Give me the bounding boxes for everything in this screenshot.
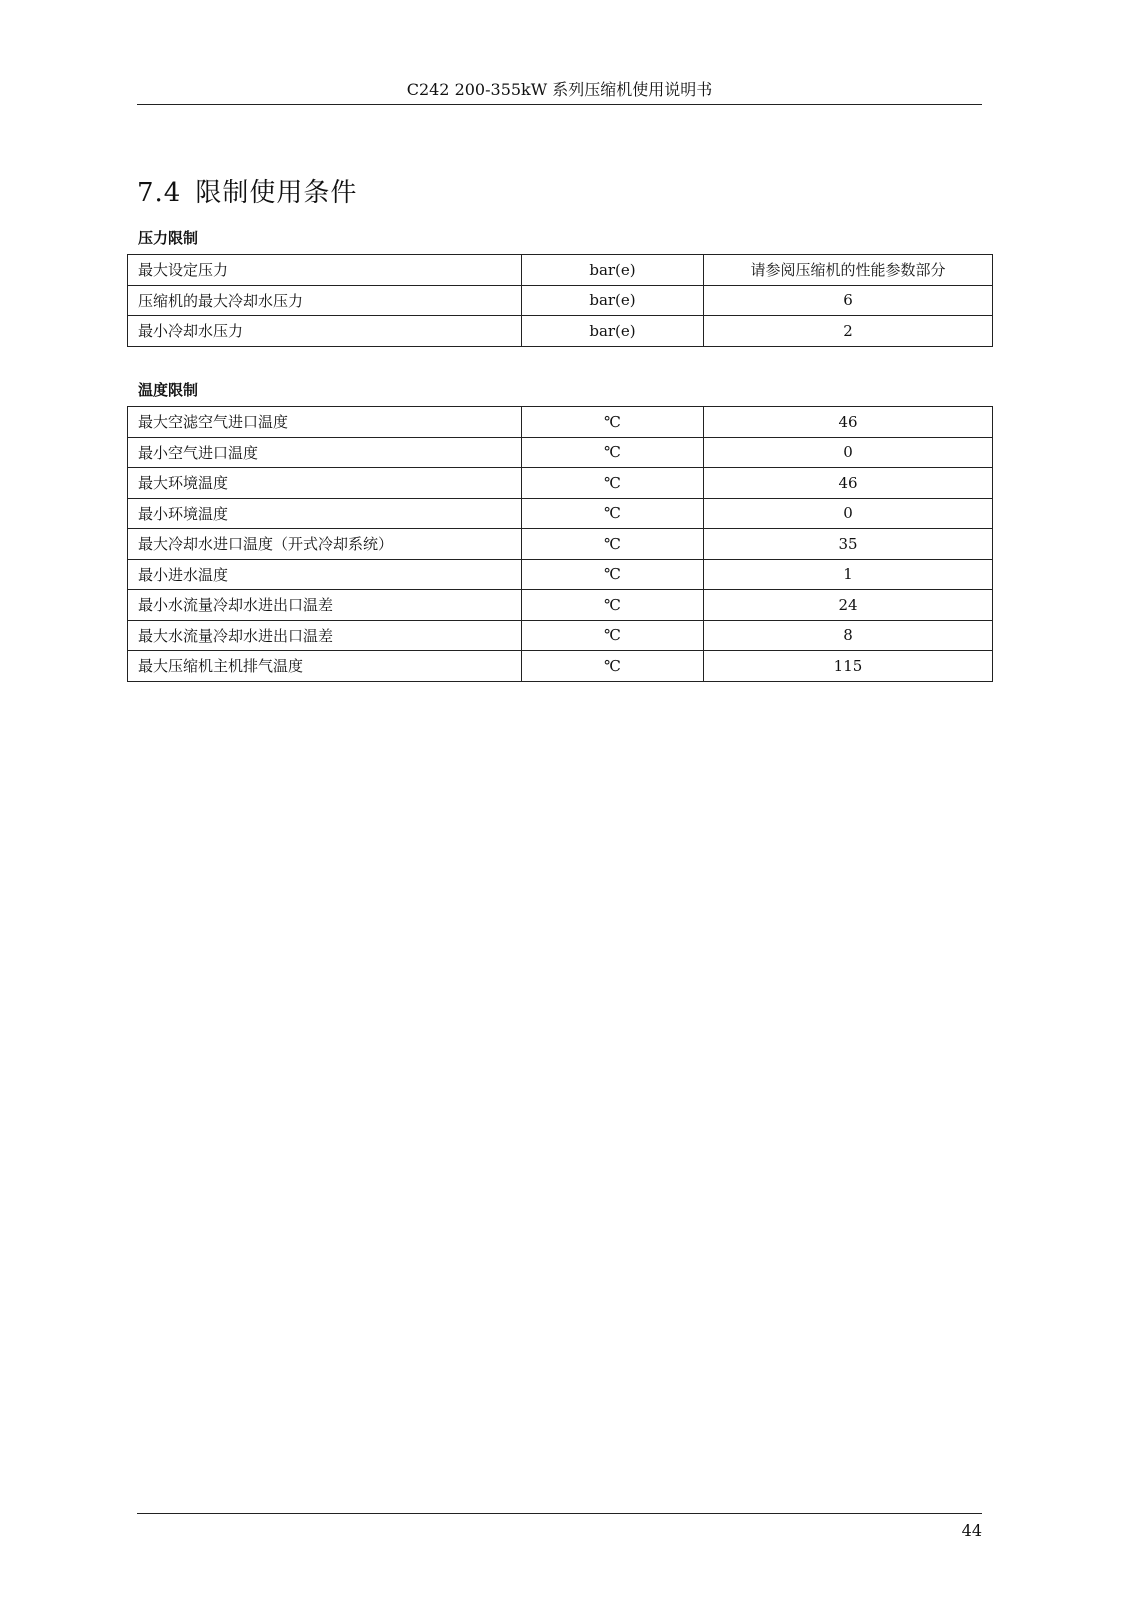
section-heading — [137, 176, 357, 210]
limit-name: 最小环境温度 — [128, 498, 522, 529]
limit-unit: ℃ — [522, 529, 704, 560]
limit-value: 46 — [704, 407, 993, 438]
limit-value: 8 — [704, 620, 993, 651]
temperature-limits-table — [127, 406, 993, 682]
section-number: 7.4 — [137, 178, 182, 208]
footer-divider — [137, 1513, 982, 1514]
table-row — [128, 407, 993, 438]
limit-name: 最大压缩机主机排气温度 — [128, 651, 522, 682]
limit-unit: ℃ — [522, 437, 704, 468]
table-row — [128, 620, 993, 651]
limit-unit: ℃ — [522, 407, 704, 438]
section-title: 限制使用条件 — [195, 178, 358, 208]
page-number: 44 — [961, 1521, 982, 1540]
limit-unit: bar(e) — [522, 316, 704, 347]
limit-value: 35 — [704, 529, 993, 560]
limit-name: 最小水流量冷却水进出口温差 — [128, 590, 522, 621]
limit-value: 0 — [704, 498, 993, 529]
limit-unit: ℃ — [522, 498, 704, 529]
limit-value: 6 — [704, 285, 993, 316]
limit-unit: bar(e) — [522, 285, 704, 316]
limit-unit: ℃ — [522, 590, 704, 621]
limit-value: 46 — [704, 468, 993, 499]
limit-value: 2 — [704, 316, 993, 347]
limit-value: 115 — [704, 651, 993, 682]
limit-name: 最大水流量冷却水进出口温差 — [128, 620, 522, 651]
table-row — [128, 285, 993, 316]
header-divider — [137, 104, 982, 105]
page-header-title: C242 200-355kW 系列压缩机使用说明书 — [406, 80, 713, 99]
limit-unit: ℃ — [522, 559, 704, 590]
table-row — [128, 559, 993, 590]
pressure-limits-label: 压力限制 — [138, 229, 199, 247]
table-row — [128, 437, 993, 468]
limit-name: 最小进水温度 — [128, 559, 522, 590]
table-row — [128, 255, 993, 286]
table-row — [128, 316, 993, 347]
limit-name: 最大空滤空气进口温度 — [128, 407, 522, 438]
table-row — [128, 498, 993, 529]
limit-name: 压缩机的最大冷却水压力 — [128, 285, 522, 316]
limit-unit: ℃ — [522, 651, 704, 682]
limit-name: 最小冷却水压力 — [128, 316, 522, 347]
temperature-limits-label: 温度限制 — [138, 381, 199, 399]
limit-name: 最大冷却水进口温度（开式冷却系统） — [128, 529, 522, 560]
limit-value: 1 — [704, 559, 993, 590]
limit-name: 最小空气进口温度 — [128, 437, 522, 468]
table-row — [128, 468, 993, 499]
table-row — [128, 651, 993, 682]
limit-unit: bar(e) — [522, 255, 704, 286]
limit-unit: ℃ — [522, 468, 704, 499]
limit-unit: ℃ — [522, 620, 704, 651]
table-row — [128, 529, 993, 560]
pressure-limits-table — [127, 254, 993, 347]
limit-name: 最大环境温度 — [128, 468, 522, 499]
limit-value: 24 — [704, 590, 993, 621]
table-row — [128, 590, 993, 621]
limit-name: 最大设定压力 — [128, 255, 522, 286]
limit-value: 0 — [704, 437, 993, 468]
limit-value: 请参阅压缩机的性能参数部分 — [704, 255, 993, 286]
